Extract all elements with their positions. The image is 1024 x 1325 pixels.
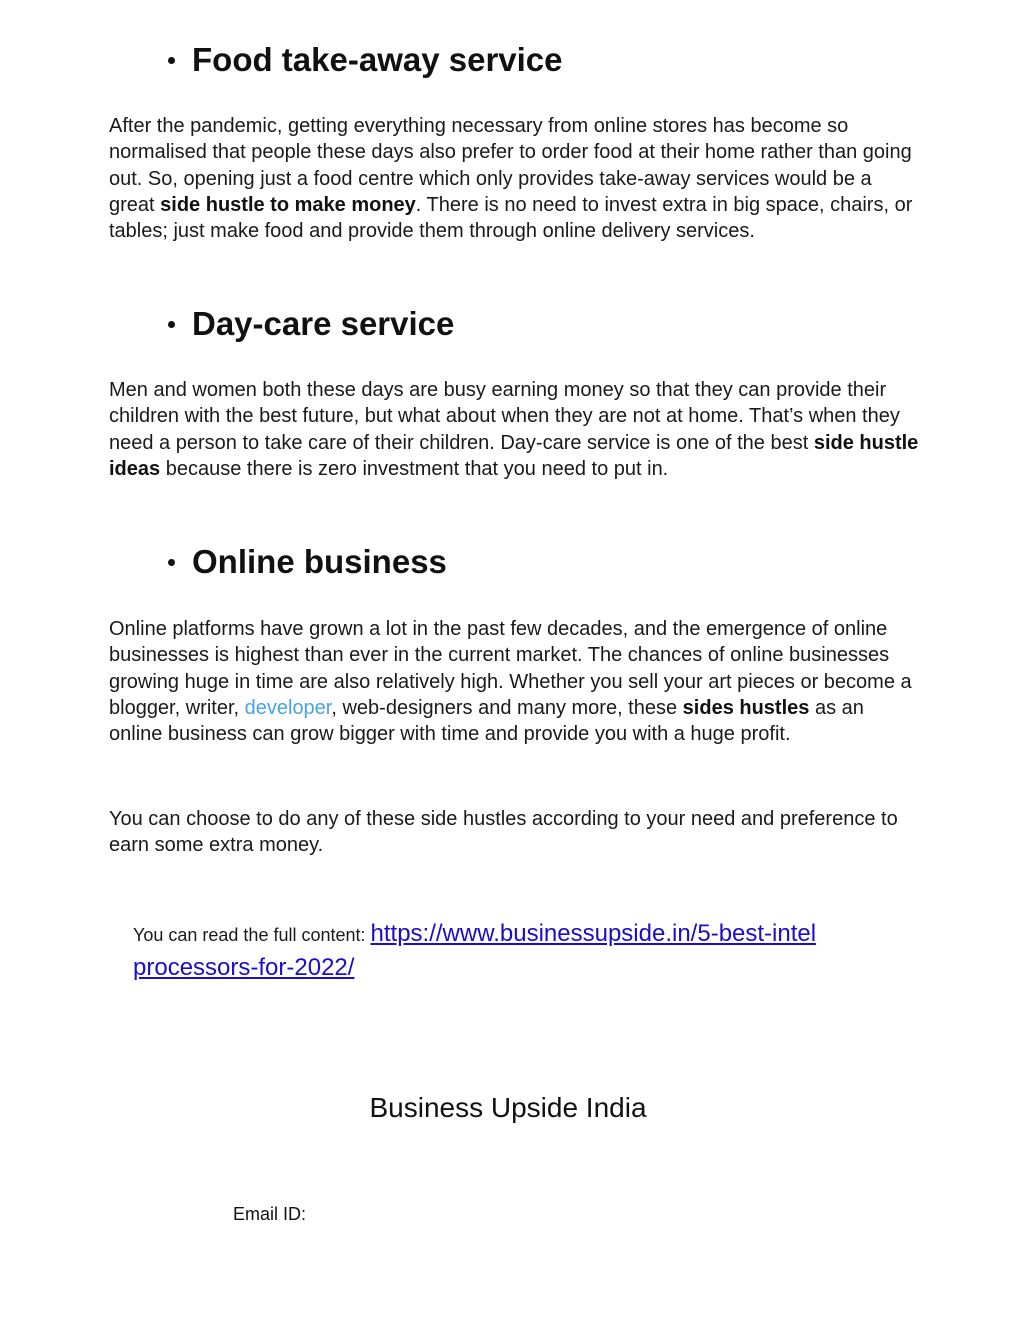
heading-text: Food take-away service [192, 41, 563, 78]
heading-text: Day-care service [192, 305, 455, 342]
section-heading-online-business [168, 542, 447, 582]
bullet-icon [168, 57, 175, 64]
full-content-link[interactable]: https://www.businessupside.in/5-best-intel processors-for-2022/ [133, 920, 817, 981]
email-label: Email ID: [233, 1204, 307, 1224]
section-heading-day-care [168, 304, 454, 344]
paragraph-text: Online platforms have grown a lot in the past few decades, and the emergence of online businesses is highest than ever in the current market. The chances of online businesses growing huge in time are also relatively high. Whether you sell your art pieces or become a blogger, writer, [109, 618, 912, 719]
read-more-label: You can read the full content: [133, 925, 371, 945]
paragraph-food-takeaway [109, 113, 919, 244]
paragraph-text: , web-designers and many more, these [331, 696, 683, 719]
paragraph-text: Men and women both these days are busy earning money so that they can provide their children with the best future, but what about when they are not at home. That’s when they need a person to take care of their children. Day-care service is one of the best [109, 379, 900, 454]
read-more-line [133, 918, 893, 986]
heading-text: Online business [192, 543, 447, 580]
bold-phrase: side hustle to make money [160, 193, 416, 216]
bold-phrase: sides hustles [682, 696, 810, 719]
bullet-icon [168, 321, 175, 328]
paragraph-day-care [109, 377, 919, 482]
bold-phrase: side hustle ideas [109, 431, 919, 480]
paragraph-text: as an online business can grow bigger with time and provide you with a huge profit. [109, 696, 864, 746]
bullet-icon [168, 559, 175, 566]
developer-link[interactable]: developer [244, 696, 332, 719]
paragraph-online-business [109, 616, 919, 747]
paragraph-text: because there is zero investment that you need to put in. [160, 457, 669, 480]
brand-name: Business Upside India [369, 1092, 647, 1123]
section-heading-food-takeaway [168, 40, 563, 80]
closing-paragraph: You can choose to do any of these side hustles according to your need and preference to earn some extra money. [109, 808, 898, 857]
paragraph-text: After the pandemic, getting everything necessary from online stores has become so normalised that people these days also prefer to order food at their home rather than going out. So, opening just a food centre which only provides take-away services would be a great [109, 115, 912, 216]
paragraph-text: . There is no need to invest extra in big space, chairs, or tables; just make food and provide them through online delivery services. [109, 193, 913, 243]
